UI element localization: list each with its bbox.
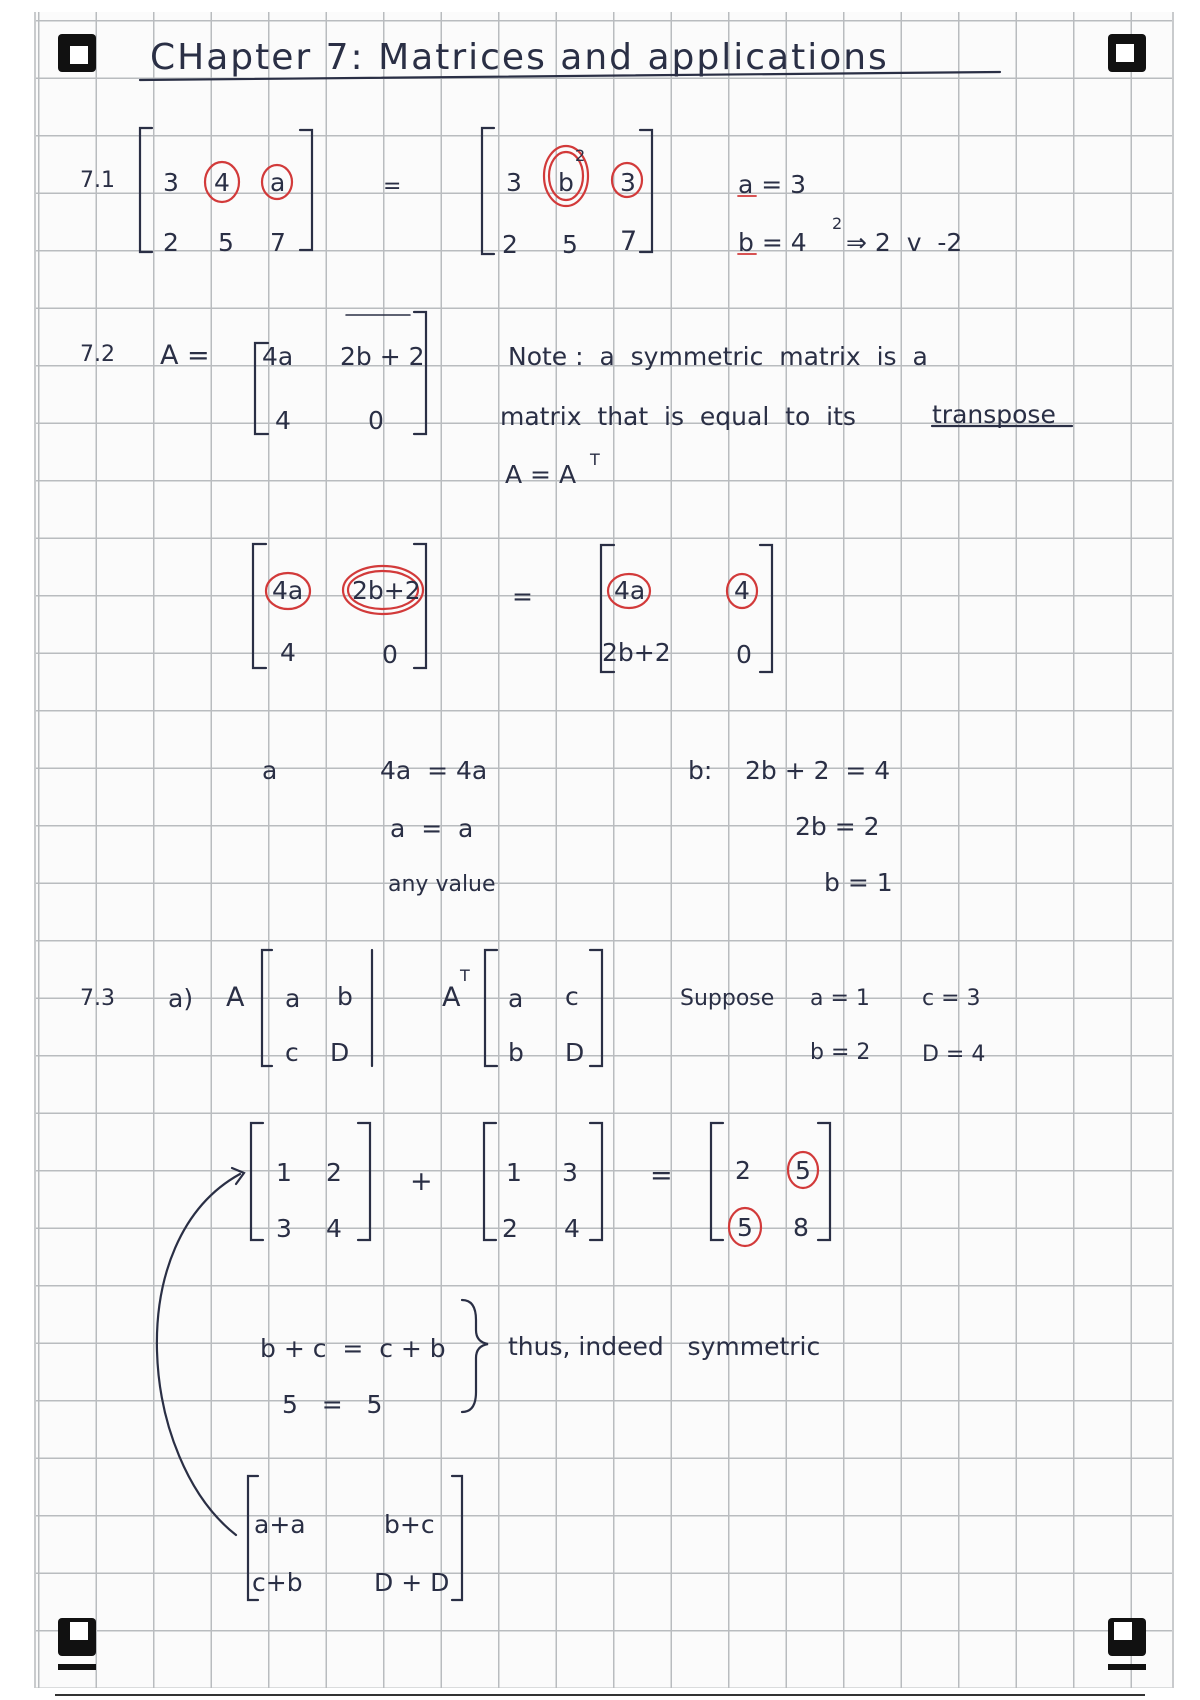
equals-sign: =: [512, 582, 533, 611]
matrix-cell: 3: [506, 168, 522, 197]
matrix-cell: a: [508, 984, 524, 1013]
result-b: b = 4: [738, 228, 807, 257]
equals-sign: =: [650, 1160, 673, 1191]
check-line-2: 5 = 5: [282, 1390, 383, 1419]
matrix-cell: 2: [502, 230, 518, 259]
note-line-1: Note : a symmetric matrix is a: [508, 342, 928, 371]
matrix-name-a-transpose: A: [442, 982, 461, 1013]
superscript: T: [590, 450, 600, 469]
matrix-cell: c+b: [252, 1568, 303, 1597]
suppose-value: a = 1: [810, 986, 870, 1011]
matrix-cell: 4: [280, 638, 296, 667]
matrix-cell: 2: [502, 1214, 518, 1243]
matrix-cell: 4: [564, 1214, 580, 1243]
section-number-7-3: 7.3: [80, 986, 115, 1011]
matrix-cell: 5: [737, 1213, 753, 1242]
matrix-cell: 2: [735, 1156, 751, 1185]
matrix-cell: 5: [218, 228, 234, 257]
matrix-cell: 5: [795, 1156, 811, 1185]
superscript: T: [460, 966, 470, 985]
suppose-value: b = 2: [810, 1040, 871, 1065]
suppose-value: c = 3: [922, 986, 981, 1011]
conclusion-text: thus, indeed symmetric: [508, 1332, 821, 1361]
note-transpose-word: transpose: [932, 400, 1056, 429]
matrix-cell: 2: [163, 228, 179, 257]
matrix-cell: D: [330, 1038, 350, 1067]
work-a-line-1: 4a = 4a: [380, 756, 488, 785]
matrix-cell: b: [558, 168, 574, 197]
matrix-cell: 3: [562, 1158, 578, 1187]
check-line-1: b + c = c + b: [260, 1334, 446, 1363]
matrix-cell: 4: [214, 168, 230, 197]
matrix-cell: 4a: [614, 576, 646, 605]
work-b-line-3: b = 1: [824, 868, 893, 897]
matrix-cell: 8: [793, 1213, 809, 1242]
matrix-cell: 2b+2: [602, 638, 671, 667]
matrix-cell: a: [270, 168, 286, 197]
matrix-cell: 5: [562, 230, 578, 259]
result-a: a = 3: [738, 170, 807, 199]
matrix-cell: 4: [326, 1214, 342, 1243]
matrix-cell: 3: [276, 1214, 292, 1243]
matrix-cell: 1: [506, 1158, 522, 1187]
matrix-cell: 4: [734, 576, 750, 605]
matrix-cell: b: [508, 1038, 524, 1067]
matrix-cell: D: [565, 1038, 585, 1067]
superscript: 2: [832, 214, 843, 233]
matrix-cell: D + D: [374, 1568, 450, 1597]
work-a-line-2: a = a: [390, 814, 474, 843]
matrix-cell: 2: [326, 1158, 342, 1187]
work-b-line-2: 2b = 2: [795, 812, 880, 841]
matrix-cell: 7: [270, 228, 286, 257]
plus-sign: +: [410, 1166, 433, 1197]
matrix-cell: 4a: [272, 576, 304, 605]
superscript: 2: [575, 146, 586, 165]
matrix-cell: c: [285, 1038, 299, 1067]
work-b-label: b:: [688, 756, 713, 785]
matrix-cell: 0: [736, 640, 752, 669]
matrix-cell: 2b + 2: [340, 342, 425, 371]
matrix-cell: 0: [382, 640, 398, 669]
part-label: a): [168, 984, 194, 1013]
suppose-label: Suppose: [680, 986, 775, 1011]
matrix-cell: 4a: [262, 342, 294, 371]
matrix-name-a: A: [226, 982, 245, 1013]
matrix-cell: 0: [368, 406, 384, 435]
matrix-cell: b+c: [384, 1510, 435, 1539]
page-title: CHapter 7: Matrices and applications: [150, 37, 889, 78]
section-number-7-1: 7.1: [80, 168, 115, 193]
matrix-cell: 1: [276, 1158, 292, 1187]
note-line-2: matrix that is equal to its: [500, 402, 856, 431]
matrix-cell: 4: [275, 406, 291, 435]
matrix-name-a: A =: [160, 340, 210, 371]
section-number-7-2: 7.2: [80, 342, 115, 367]
work-b-line-1: 2b + 2 = 4: [745, 756, 891, 785]
matrix-cell: 3: [163, 168, 179, 197]
matrix-cell: 2b+2: [352, 576, 421, 605]
matrix-cell: b: [337, 982, 353, 1011]
matrix-cell: 3: [620, 168, 636, 197]
matrix-cell: a: [285, 984, 301, 1013]
work-a-line-3: any value: [388, 872, 496, 897]
matrix-cell: c: [565, 982, 579, 1011]
matrix-cell: a+a: [254, 1510, 306, 1539]
result-b-tail: ⇒ 2 v -2: [846, 228, 963, 257]
equals-sign: =: [383, 174, 402, 199]
work-a-label: a: [262, 756, 278, 785]
suppose-value: D = 4: [922, 1042, 986, 1067]
note-line-3: A = A: [505, 460, 577, 489]
matrix-cell: 7: [620, 226, 638, 257]
